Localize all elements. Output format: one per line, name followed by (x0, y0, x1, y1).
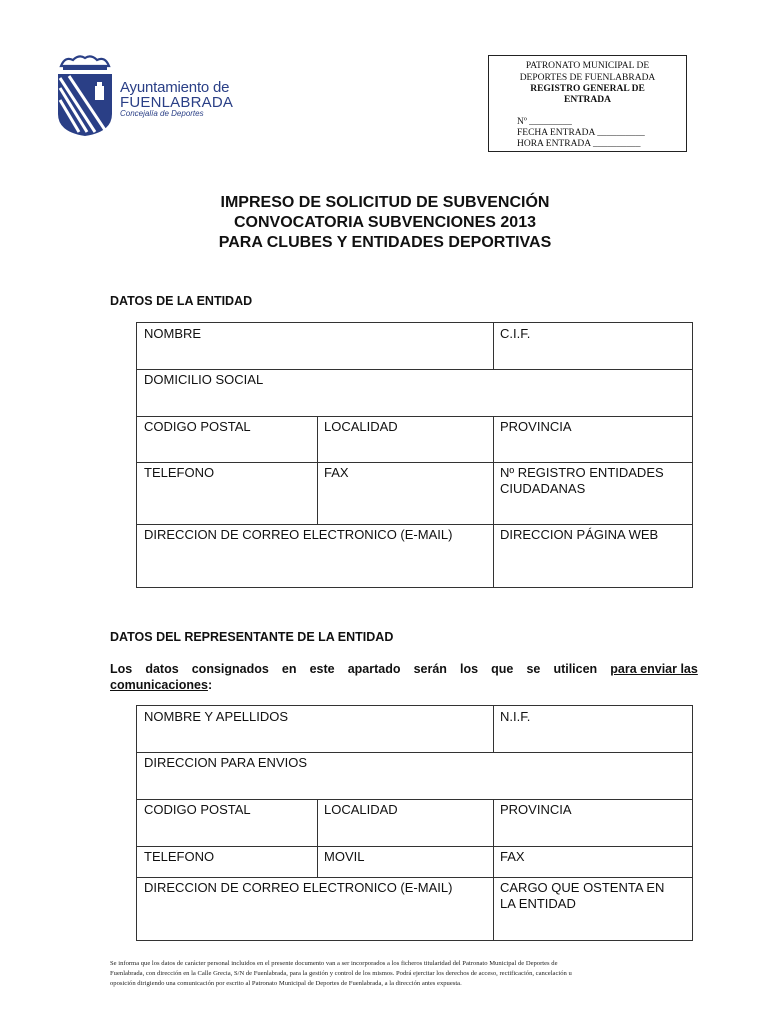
entidad-fax-field[interactable]: FAX (324, 465, 349, 480)
entidad-domicilio-field[interactable]: DOMICILIO SOCIAL (144, 372, 264, 387)
representante-table (136, 705, 693, 941)
registry-line-4: ENTRADA (564, 95, 611, 105)
footer-line-3: oposición dirigiendo una comunicación por escrito al Patronato Municipal de Deportes de Fuenlabrada, a la dirección antes expuesta. (110, 980, 462, 987)
note-underlined-1: para enviar las (610, 662, 698, 676)
registry-line-1: PATRONATO MUNICIPAL DE (525, 61, 650, 71)
entidad-telefono-field[interactable]: TELEFONO (144, 465, 215, 480)
entidad-provincia-field[interactable]: PROVINCIA (500, 419, 572, 434)
rep-direccion-field[interactable]: DIRECCION PARA ENVIOS (144, 755, 308, 770)
rep-codigo-postal-field[interactable]: CODIGO POSTAL (144, 802, 251, 817)
entidad-web-field[interactable]: DIRECCION PÁGINA WEB (500, 527, 659, 542)
entidad-registro-line-1: Nº REGISTRO ENTIDADES (500, 465, 664, 480)
entidad-table (136, 322, 693, 588)
rep-cargo-line-2: LA ENTIDAD (500, 896, 576, 911)
title-line-3: PARA CLUBES Y ENTIDADES DEPORTIVAS (218, 234, 552, 251)
registry-stamp-box (488, 55, 687, 152)
registry-line-2: DEPORTES DE FUENLABRADA (519, 73, 656, 83)
registry-fecha: FECHA ENTRADA __________ (517, 128, 645, 138)
rep-cargo-line-1: CARGO QUE OSTENTA EN (500, 880, 665, 895)
entidad-heading: DATOS DE LA ENTIDAD (110, 294, 253, 308)
rep-provincia-field[interactable]: PROVINCIA (500, 802, 572, 817)
note-underlined-2: comunicaciones (110, 678, 208, 692)
rep-cargo-field[interactable] (493, 877, 671, 915)
rep-movil-field[interactable]: MOVIL (324, 849, 365, 864)
registry-hora: HORA ENTRADA __________ (517, 139, 641, 149)
rep-fax-field[interactable]: FAX (500, 849, 525, 864)
entidad-registro-line-2: CIUDADANAS (500, 481, 586, 496)
rep-nif-field[interactable]: N.I.F. (500, 709, 531, 724)
logo-line-3: Concejalía de Deportes (120, 109, 204, 118)
entidad-nombre-field[interactable]: NOMBRE (144, 326, 202, 341)
entidad-localidad-field[interactable]: LOCALIDAD (324, 419, 398, 434)
title-line-2: CONVOCATORIA SUBVENCIONES 2013 (234, 214, 536, 231)
entidad-cif-field[interactable]: C.I.F. (500, 326, 531, 341)
footer-line-2: Fuenlabrada, con dirección en la Calle Grecia, S/N de Fuenlabrada, para la gestión y control de los mismos. Podrá ejercitar los derechos de acceso, rectificación, cancelación u (110, 970, 572, 977)
title-line-1: IMPRESO DE SOLICITUD DE SUBVENCIÓN (220, 194, 550, 211)
registry-line-3: REGISTRO GENERAL DE (530, 84, 645, 94)
entidad-email-field[interactable]: DIRECCION DE CORREO ELECTRONICO (E-MAIL) (144, 527, 453, 542)
rep-localidad-field[interactable]: LOCALIDAD (324, 802, 398, 817)
registry-numero: Nº _________ (517, 117, 572, 127)
crown-shield-icon (55, 52, 115, 138)
entidad-codigo-postal-field[interactable]: CODIGO POSTAL (144, 419, 251, 434)
privacy-footer (110, 959, 690, 989)
rep-telefono-field[interactable]: TELEFONO (144, 849, 215, 864)
rep-nombre-field[interactable]: NOMBRE Y APELLIDOS (144, 709, 289, 724)
representante-note: Los datos consignados en este apartado serán los que se utilicen para enviar las comunicaciones: (110, 662, 698, 692)
logo-line-2: FUENLABRADA (120, 94, 234, 111)
logo-line-1: Ayuntamiento de (120, 79, 230, 96)
representante-heading: DATOS DEL REPRESENTANTE DE LA ENTIDAD (110, 630, 394, 644)
rep-email-field[interactable]: DIRECCION DE CORREO ELECTRONICO (E-MAIL) (144, 880, 453, 895)
entidad-registro-field[interactable] (493, 462, 671, 500)
footer-line-1: Se informa que los datos de carácter personal incluidos en el presente documento van a ser incorporados a los ficheros titularidad del Patronato Municipal de Deportes de (110, 960, 558, 967)
